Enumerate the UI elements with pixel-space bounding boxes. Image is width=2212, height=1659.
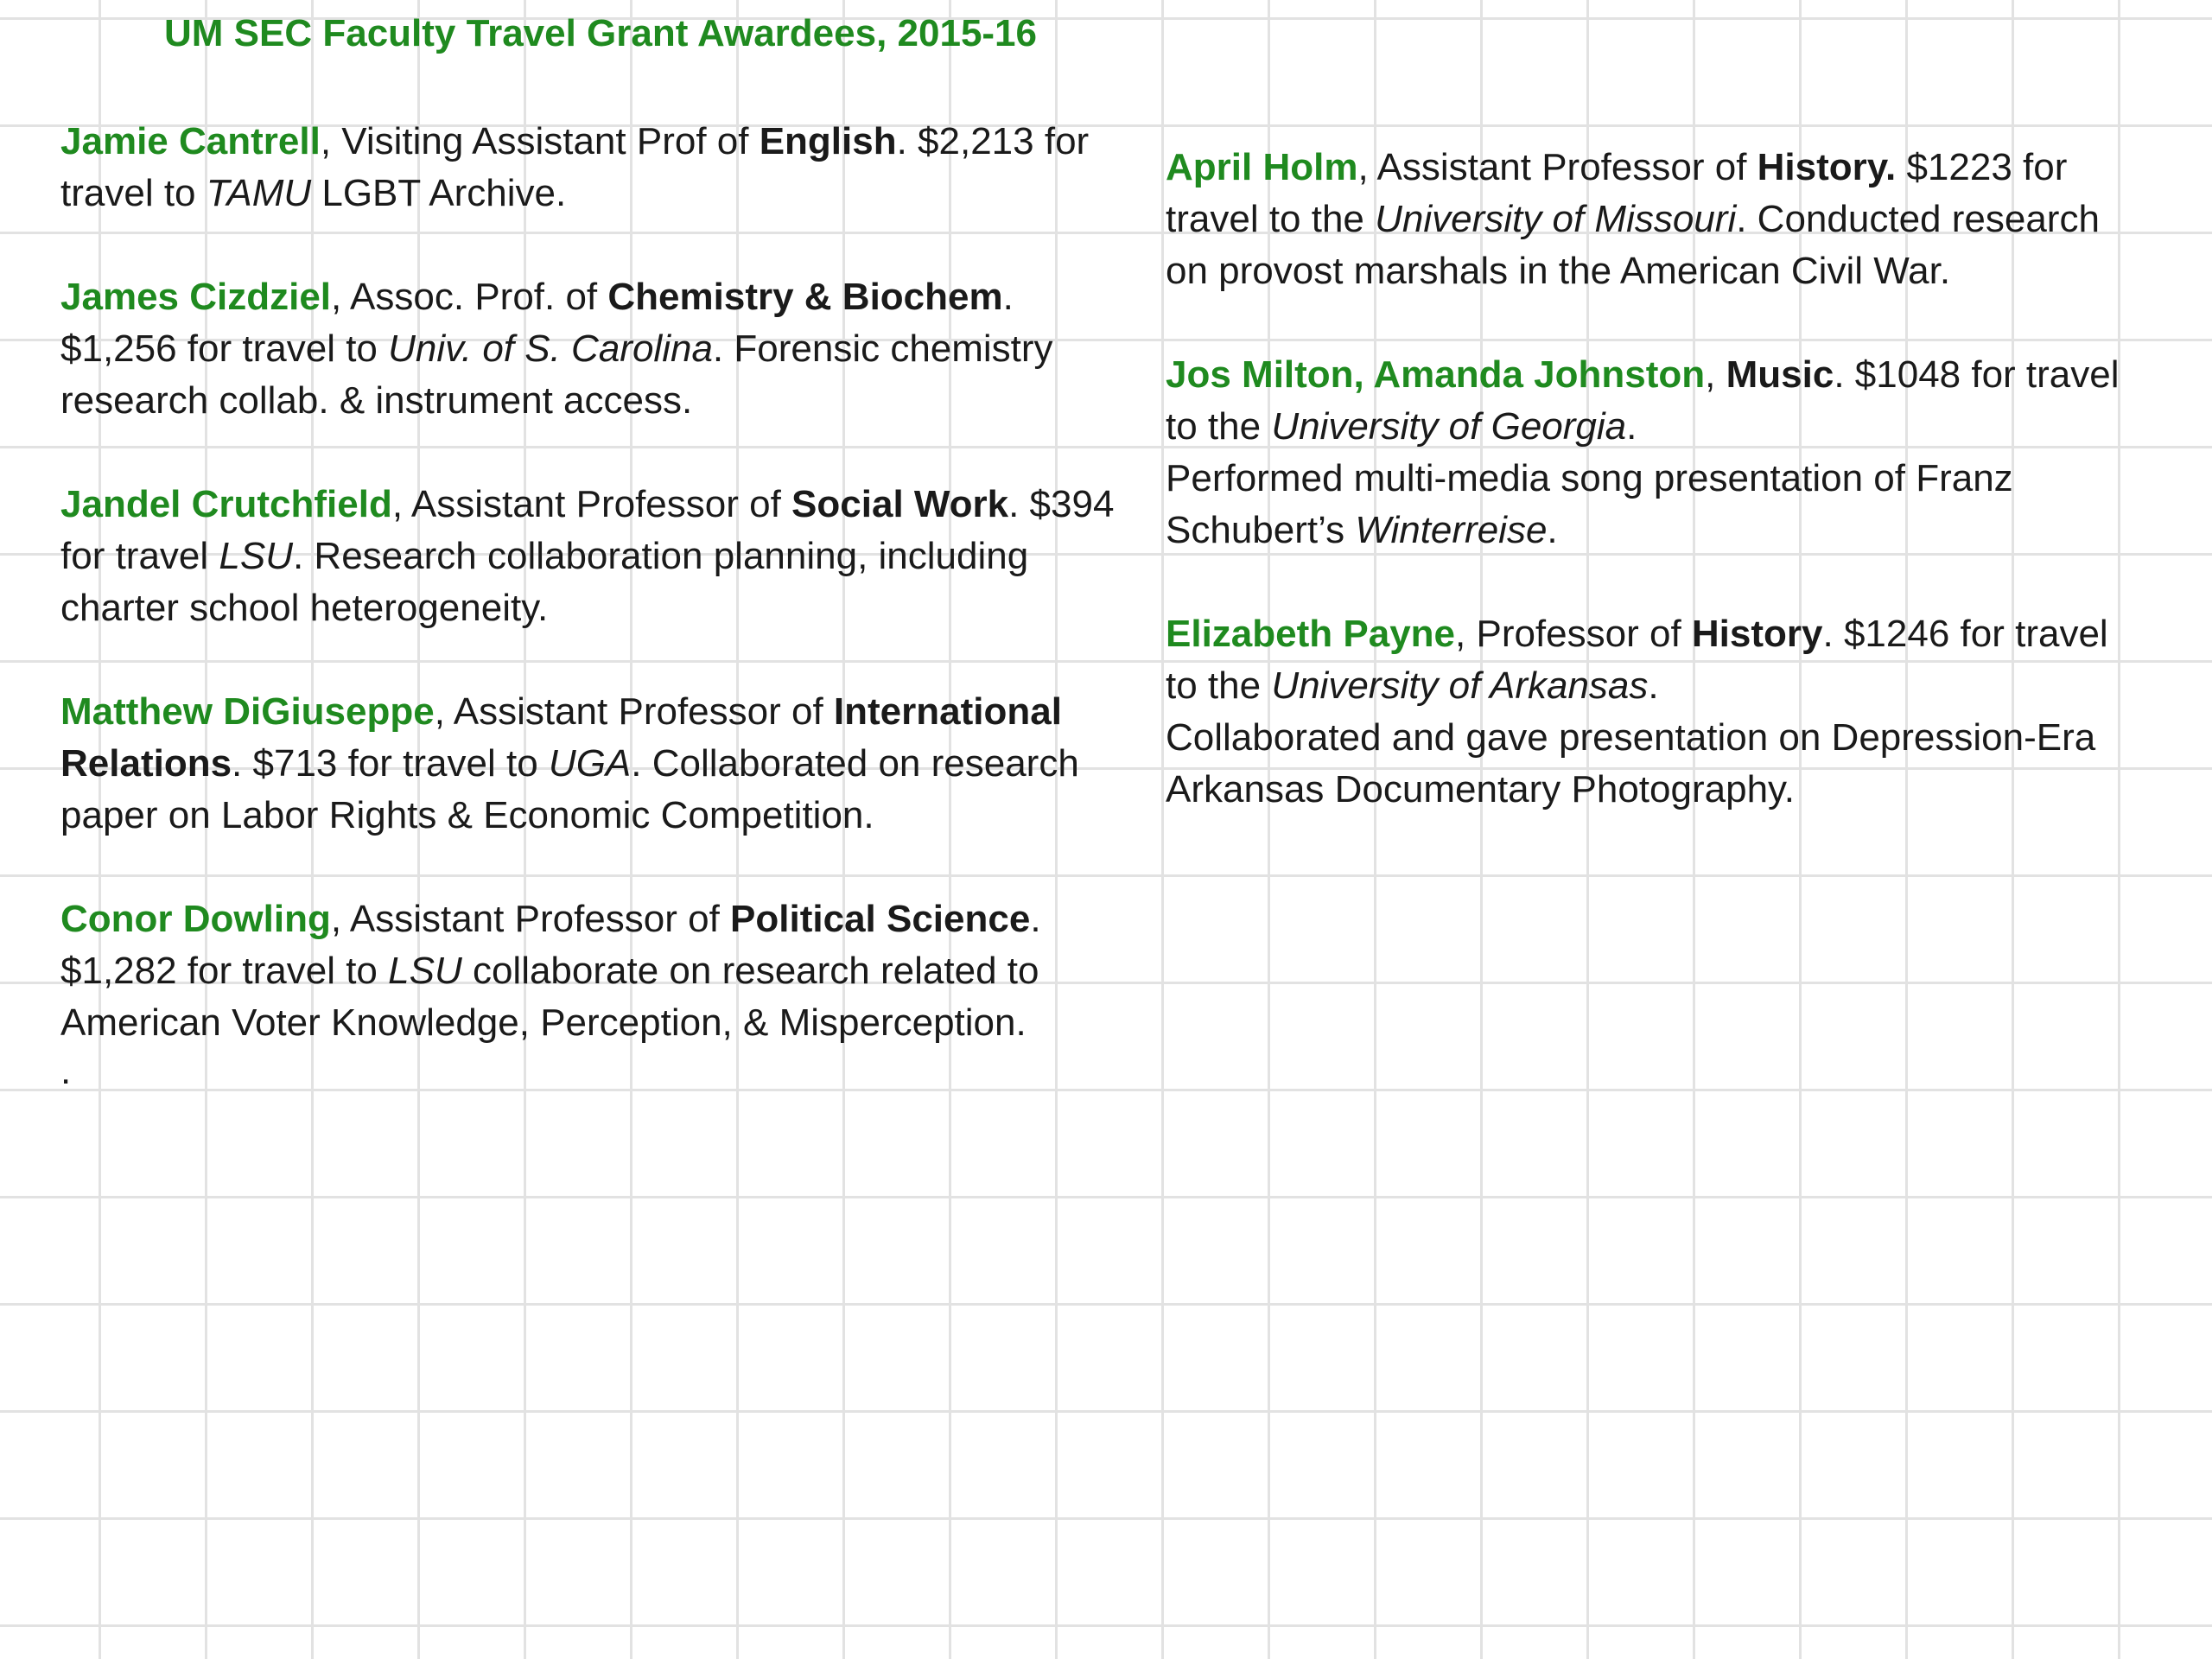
awardee-text: $1223 for travel to the [1166,146,2068,240]
awardee-entry [60,271,1132,427]
awardee-text: . $713 for travel to [232,742,549,785]
awardee-department: Political Science [730,898,1031,940]
awardee-destination: University of Arkansas [1271,664,1649,707]
awardee-text: , Assistant Professor of [434,690,834,733]
awardee-text: . $1,256 for travel to [60,276,1014,370]
awardee-name: Jandel Crutchfield [60,483,392,525]
awardee-entry [60,893,1132,1049]
awardee-text: . [1547,509,1558,551]
awardee-department: Music [1726,353,1834,396]
page-title: UM SEC Faculty Travel Grant Awardees, 2015-16 [164,12,1038,54]
awardee-entry [1166,349,2142,556]
trailing-dot: . [60,1050,72,1092]
awardee-text: , Professor of [1455,613,1692,655]
awardee-entry [60,116,1132,219]
awardee-destination: UGA [548,742,632,785]
right-column [1166,142,2142,868]
awardee-text: . $2,213 for travel to [60,120,1090,214]
awardee-text: . Research collaboration planning, including charter school heterogeneity. [60,535,1029,629]
awardee-text: collaborate on research related to American Voter Knowledge, Perception, & Misperception. [60,950,1039,1044]
awardee-name: Elizabeth Payne [1166,613,1456,655]
awardee-department: History [1691,613,1823,655]
awardee-destination: LSU [388,950,462,992]
awardee-text: . Conducted research on provost marshals in the American Civil War. [1166,198,2100,292]
awardee-text: . [1648,664,1659,707]
awardee-destination: University of Missouri [1375,198,1737,240]
awardee-text: . Collaborated on research paper on Labor Rights & Economic Competition. [60,742,1079,836]
awardee-entry [1166,142,2142,297]
awardee-entry [60,479,1132,634]
awardee-text: . $1246 for travel to the [1166,613,2108,707]
awardee-name: April Holm [1166,146,1358,188]
awardee-text: , Assistant Professor of [391,483,792,525]
awardee-department: Social Work [791,483,1009,525]
awardee-department: History. [1757,146,1897,188]
awardee-name: Conor Dowling [60,898,331,940]
awardee-destination: TAMU [206,172,312,214]
awardee-text: . $1048 for travel to the [1166,353,2120,448]
awardee-text: , Assistant Professor of [330,898,731,940]
awardee-text: , [1705,353,1726,396]
awardee-entry [1166,608,2142,816]
awardee-destination: Univ. of S. Carolina [388,327,713,370]
awardee-text: , Assistant Professor of [1357,146,1758,188]
awardee-text: , Visiting Assistant Prof of [320,120,760,162]
awardee-department: English [759,120,897,162]
awardee-name: James Cizdziel [60,276,332,318]
awardee-text: . [1626,405,1637,448]
left-column [60,116,1132,1101]
work-title: Winterreise [1355,509,1548,551]
awardee-department: Chemistry & Biochem [607,276,1003,318]
awardee-destination: University of Georgia [1271,405,1627,448]
awardee-text: , Assoc. Prof. of [331,276,608,318]
awardee-name: Jos Milton, Amanda Johnston [1166,353,1706,396]
awardee-destination: LSU [219,535,293,577]
awardee-text: . $394 for travel [60,483,1115,577]
awardee-name: Jamie Cantrell [60,120,321,162]
awardee-text: Performed multi-media song presentation of Franz Schubert’s [1166,457,2013,551]
awardee-text: LGBT Archive. [311,172,567,214]
awardee-text: Collaborated and gave presentation on Depression-Era Arkansas Documentary Photography. [1166,716,2096,810]
awardee-name: Matthew DiGiuseppe [60,690,435,733]
awardee-text: . Forensic chemistry research collab. & instrument access. [60,327,1053,422]
awardee-department: International Relations [60,690,1062,785]
awardee-text: . $1,282 for travel to [60,898,1041,992]
awardee-entry [60,686,1132,842]
